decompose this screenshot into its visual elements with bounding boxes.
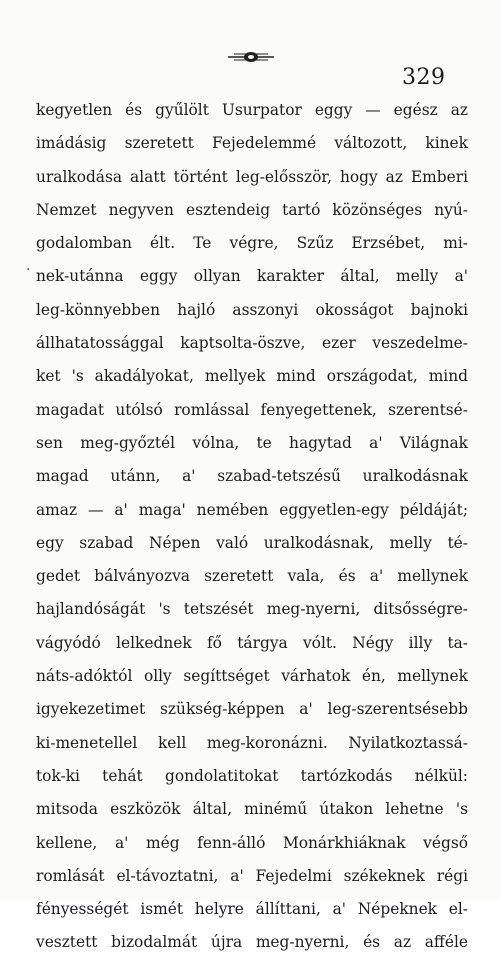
text-line: tok-ki tehát gondolatitokat tartózkodás nélkül: [36,766,468,785]
text-line: sen meg-győztél vólna, te hagytad a' Világnak [36,433,468,452]
text-line: godalomban élt. Te végre, Szűz Erzsébet, mi- [36,234,468,253]
margin-mark: · [26,262,31,278]
text-line: imádásig szeretett Fejedelemmé változott, kinek [36,134,468,153]
text-line: magad utánn, a' szabad-tetszésű uralkodásnak [36,467,468,486]
text-line: egy szabad Népen való uralkodásnak, melly té- [36,533,468,552]
text-line: vesztett bizodalmát újra meg-nyerni, és az afféle [36,933,468,952]
text-line: kellene, a' még fenn-álló Monárkhiáknak végső [36,833,468,852]
text-line: állhatatossággal kaptsolta-öszve, ezer veszedelme- [36,334,468,353]
text-line: leg-könnyebben hajló asszonyi okosságot bajnoki [36,300,468,319]
text-line: hajlandóságát 's tetszését meg-nyerni, ditsősségre- [36,600,468,619]
text-line: gedet bálványozva szeretett vala, és a' mellynek [36,567,468,586]
text-line: romlását el-távoztatni, a' Fejedelmi székeknek régi [36,866,468,885]
text-line: kegyetlen és gyűlölt Usurpator eggy — egész az [36,101,468,119]
text-line: magadat utólsó romlással fenyegettenek, szerentsé- [36,400,468,419]
text-line: nek-utánna eggy ollyan karakter által, melly a' [36,267,468,286]
text-line: Nemzet negyven esztendeig tartó közönséges nyú- [36,200,468,219]
text-line: mitsoda eszközök által, minémű útakon lehetne 's [36,800,468,819]
text-line: ket 's akadályokat, mellyek mind országodat, mind [36,367,468,386]
text-line: náts-adóktól olly segíttséget várhatok én, mellynek [36,667,468,686]
page-number: 329 [402,65,446,90]
text-line: vágyódó lelkednek fő tárgya vólt. Négy illy ta- [36,633,468,652]
text-line: amaz — a' maga' nemében eggyetlen-egy példáját; [36,500,468,519]
text-line: ki-menetellel kell meg-koronázni. Nyilatkoztassá- [36,733,468,752]
text-line: fényességét ismét helyre állíttani, a' Népeknek el- [36,900,468,919]
body-text [36,94,468,960]
text-line: uralkodása alatt történt leg-elősször, hogy az Emberi [36,167,468,186]
header-ornament-icon [226,50,276,64]
text-line: igyekezetimet szükség-képpen a' leg-szerentsésebb [36,700,468,719]
